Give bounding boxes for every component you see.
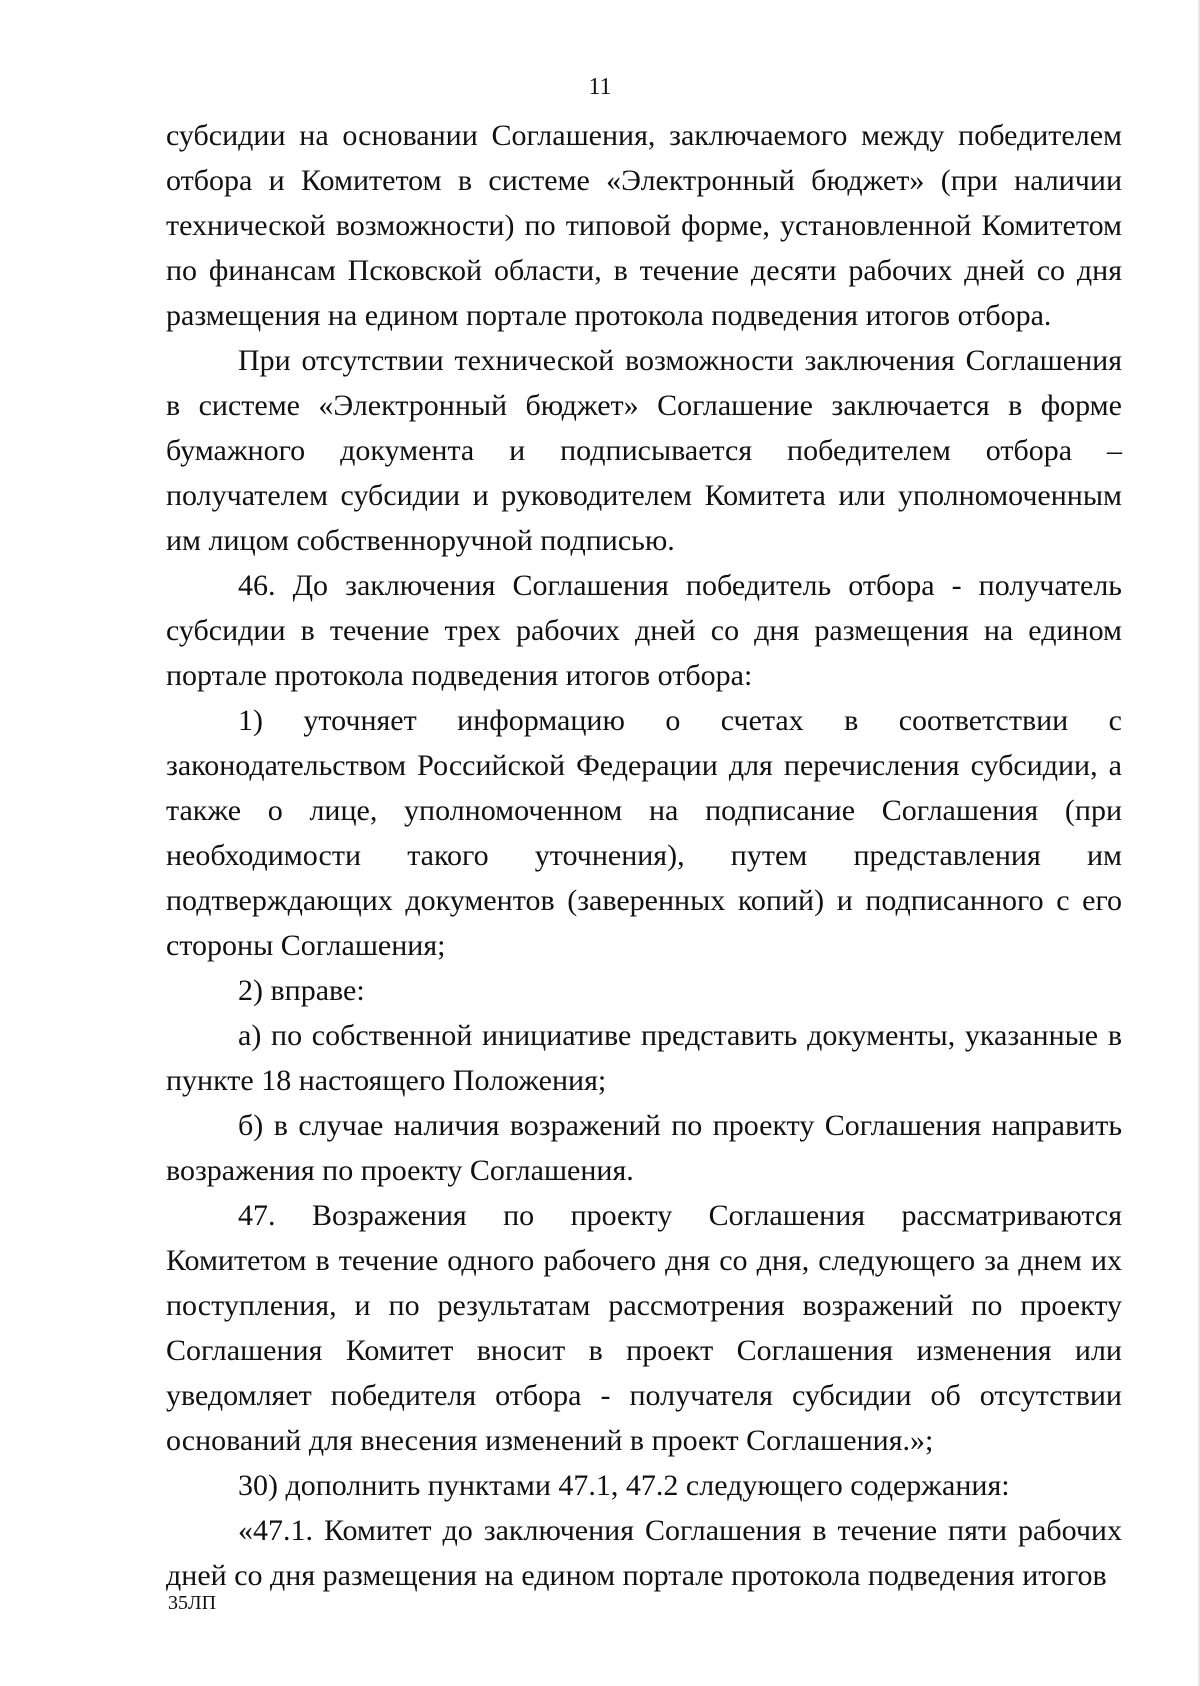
paragraph-subitem-a: а) по собственной инициативе представить документы, указанные в пункте 18 настоящего Положения; bbox=[166, 1019, 1122, 1097]
document-body bbox=[166, 113, 1122, 1598]
paragraph-subitem-b: б) в случае наличия возражений по проекту Соглашения направить возражения по проекту Соглашения. bbox=[166, 1109, 1122, 1187]
paragraph-subitem-2: 2) вправе: bbox=[238, 974, 365, 1007]
paragraph-paper-agreement: При отсутствии технической возможности заключения Соглашения в системе «Электронный бюджет» Соглашение заключается в форме бумажного документа и подписывается победителем отбора – получателем субсидии и руководителем Комитета или уполномоченным им лицом собственноручной подписью. bbox=[166, 344, 1122, 557]
paragraph-subitem-1: 1) уточняет информацию о счетах в соответствии с законодательством Российской Федерации для перечисления субсидии, а также о лице, уполномоченном на подписание Соглашения (при необходимости такого уточнения), путем представления им подтверждающих документов (заверенных копий) и подписанного с его стороны Соглашения; bbox=[166, 704, 1122, 962]
page-number: 11 bbox=[588, 74, 612, 100]
paragraph-amendment-30: 30) дополнить пунктами 47.1, 47.2 следующего содержания: bbox=[238, 1469, 1010, 1502]
paragraph-item-47-1: «47.1. Комитет до заключения Соглашения в течение пяти рабочих дней со дня размещения на едином портале протокола подведения итогов bbox=[166, 1514, 1122, 1592]
document-code: 35ЛП bbox=[168, 1592, 217, 1614]
paragraph-subsidy-agreement: субсидии на основании Соглашения, заключаемого между победителем отбора и Комитетом в системе «Электронный бюджет» (при наличии технической возможности) по типовой форме, установленной Комитетом по финансам Псковской области, в течение десяти рабочих дней со дня размещения на едином портале протокола подведения итогов отбора. bbox=[166, 119, 1122, 332]
paragraph-item-46: 46. До заключения Соглашения победитель отбора - получатель субсидии в течение трех рабочих дней со дня размещения на едином портале протокола подведения итогов отбора: bbox=[166, 569, 1122, 692]
paragraph-item-47: 47. Возражения по проекту Соглашения рассматриваются Комитетом в течение одного рабочего дня со дня, следующего за днем их поступления, и по результатам рассмотрения возражений по проекту Соглашения Комитет вносит в проект Соглашения изменения или уведомляет победителя отбора - получателя субсидии об отсутствии оснований для внесения изменений в проект Соглашения.»; bbox=[166, 1199, 1122, 1457]
